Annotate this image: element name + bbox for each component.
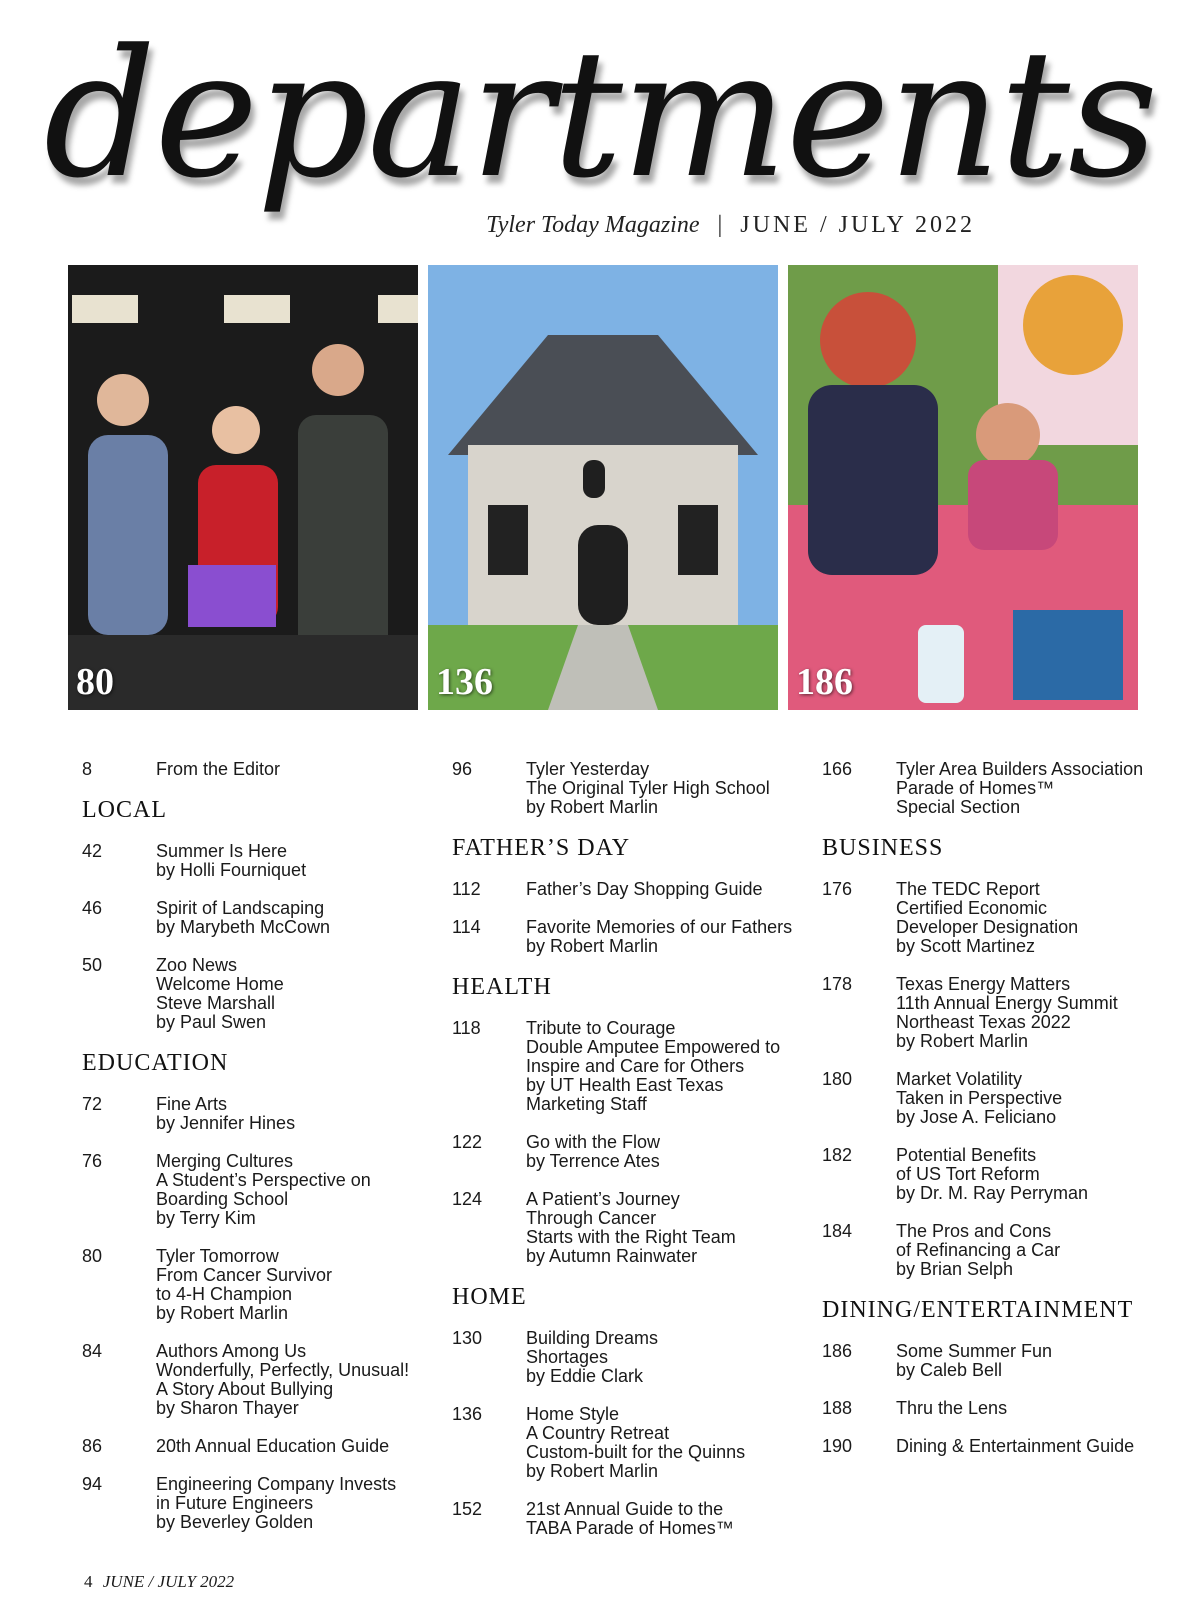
section-heading: BUSINESS: [822, 835, 944, 861]
toc-entry-text: [526, 1133, 812, 1171]
toc-entry-line: by Beverley Golden: [156, 1512, 314, 1532]
toc-page-number: 72: [82, 1094, 103, 1114]
toc-entry-line: in Future Engineers: [156, 1493, 314, 1513]
toc-entry-line: by Terry Kim: [156, 1208, 256, 1228]
toc-entry-text: [156, 1152, 442, 1228]
toc-entry-line: by Scott Martinez: [896, 936, 1036, 956]
toc-entry-line: of Refinancing a Car: [896, 1240, 1061, 1260]
toc-entry-line: Northeast Texas 2022: [896, 1012, 1071, 1032]
toc-entry-title: Dining & Entertainment Guide: [896, 1436, 1135, 1456]
toc-entry-line: A Country Retreat: [526, 1423, 670, 1443]
toc-entry-line: by UT Health East Texas: [526, 1075, 724, 1095]
toc-page-number: 166: [822, 759, 853, 779]
toc-entry-text: [896, 1146, 1182, 1203]
toc-entry-text: [156, 842, 442, 880]
toc-entry-line: by Brian Selph: [896, 1259, 1014, 1279]
toc-entry-text: [896, 1070, 1182, 1127]
toc-page-number: 130: [452, 1328, 483, 1348]
toc-entry[interactable]: [822, 1070, 1182, 1127]
toc-entry-title: Spirit of Landscaping: [156, 898, 325, 918]
subtitle-separator: |: [717, 212, 723, 238]
toc-entry-line: by Jennifer Hines: [156, 1113, 296, 1133]
toc-entry-title: Father’s Day Shopping Guide: [526, 879, 763, 899]
toc-entry-line: by Marybeth McCown: [156, 917, 331, 937]
toc-page-number: 182: [822, 1145, 853, 1165]
toc-entry-title: 21st Annual Guide to the: [526, 1499, 724, 1519]
toc-entry-line: by Paul Swen: [156, 1012, 267, 1032]
toc-entry[interactable]: [452, 1190, 812, 1266]
toc-entry[interactable]: [822, 1342, 1182, 1380]
toc-entry-title: Fine Arts: [156, 1094, 228, 1114]
toc-entry-text: [896, 1399, 1182, 1418]
toc-entry-line: Wonderfully, Perfectly, Unusual!: [156, 1360, 410, 1380]
toc-page-number: 50: [82, 955, 103, 975]
toc-entry[interactable]: [452, 1019, 812, 1114]
toc-entry-line: by Robert Marlin: [526, 797, 659, 817]
toc-entry-text: [156, 1095, 442, 1133]
footer-page-number: 4: [84, 1572, 93, 1591]
toc-page-number: 8: [82, 759, 93, 779]
toc-entry-line: by Eddie Clark: [526, 1366, 644, 1386]
toc-entry-text: [526, 760, 812, 817]
toc-entry-line: Marketing Staff: [526, 1094, 647, 1114]
toc-entry-line: The Original Tyler High School: [526, 778, 770, 798]
toc-entry-title: The Pros and Cons: [896, 1221, 1052, 1241]
toc-entry-title: Potential Benefits: [896, 1145, 1037, 1165]
toc-entry-title: Tyler Tomorrow: [156, 1246, 279, 1266]
toc-entry-text: [896, 1342, 1182, 1380]
toc-page-number: 152: [452, 1499, 483, 1519]
footer-issue: JUNE / JULY 2022: [102, 1572, 235, 1591]
section-heading: LOCAL: [82, 797, 167, 823]
toc-page-number: 178: [822, 974, 853, 994]
photo-page-number: 186: [796, 661, 853, 703]
toc-entry-line: by Autumn Rainwater: [526, 1246, 698, 1266]
toc-entry-line: Shortages: [526, 1347, 609, 1367]
toc-entry-line: Through Cancer: [526, 1208, 657, 1228]
toc-entry-text: [526, 1500, 812, 1538]
toc-entry-text: [526, 1405, 812, 1481]
toc-entry-line: From Cancer Survivor: [156, 1265, 333, 1285]
toc-entry-line: Parade of Homes™: [896, 778, 1055, 798]
toc-entry-title: Tyler Area Builders Association: [896, 759, 1144, 779]
toc-column-1: [82, 760, 442, 1551]
toc-entry-title: Tyler Yesterday: [526, 759, 650, 779]
toc-page-number: 124: [452, 1189, 483, 1209]
toc-entry[interactable]: [82, 956, 442, 1032]
toc-entry-title: Thru the Lens: [896, 1398, 1008, 1418]
toc-entry-line: Boarding School: [156, 1189, 289, 1209]
section-heading: HEALTH: [452, 974, 552, 1000]
toc-entry-title: Texas Energy Matters: [896, 974, 1071, 994]
toc-entry-line: Welcome Home: [156, 974, 284, 994]
toc-page-number: 136: [452, 1404, 483, 1424]
toc-entry-line: Custom-built for the Quinns: [526, 1442, 746, 1462]
page-title: departments: [43, 12, 1157, 217]
toc-entry-line: Certified Economic: [896, 898, 1048, 918]
toc-entry-title: Building Dreams: [526, 1328, 659, 1348]
toc-entry-text: [526, 918, 812, 956]
toc-entry-text: [526, 880, 812, 899]
toc-entry-title: A Patient’s Journey: [526, 1189, 680, 1209]
toc-entry-line: Special Section: [896, 797, 1021, 817]
toc-entry-line: A Student’s Perspective on: [156, 1170, 371, 1190]
toc-entry[interactable]: [822, 1222, 1182, 1279]
toc-page-number: 112: [452, 879, 481, 899]
toc-entry-line: by Holli Fourniquet: [156, 860, 307, 880]
toc-page-number: 76: [82, 1151, 103, 1171]
toc-entry-line: Taken in Perspective: [896, 1088, 1063, 1108]
toc-page-number: 96: [452, 759, 473, 779]
toc-entry[interactable]: [452, 918, 812, 956]
toc-entry[interactable]: [822, 1437, 1182, 1456]
toc-entry-line: by Sharon Thayer: [156, 1398, 299, 1418]
toc-page-number: 184: [822, 1221, 853, 1241]
section-heading: DINING/ENTERTAINMENT: [822, 1297, 1134, 1323]
toc-entry-text: [156, 1475, 442, 1532]
toc-entry-text: [896, 1222, 1182, 1279]
toc-entry-text: [896, 880, 1182, 956]
toc-entry-line: of US Tort Reform: [896, 1164, 1040, 1184]
toc-entry[interactable]: [82, 760, 442, 779]
toc-entry[interactable]: [822, 1146, 1182, 1203]
toc-entry-line: by Robert Marlin: [526, 936, 659, 956]
photo-kids-legos[interactable]: [788, 265, 1138, 710]
toc-entry[interactable]: [82, 1247, 442, 1323]
toc-entry-line: Double Amputee Empowered to: [526, 1037, 781, 1057]
toc-entry-title: From the Editor: [156, 759, 281, 779]
toc-entry-title: Authors Among Us: [156, 1341, 307, 1361]
section-heading: EDUCATION: [82, 1050, 229, 1076]
toc-entry-title: Zoo News: [156, 955, 238, 975]
toc-entry-line: to 4-H Champion: [156, 1284, 293, 1304]
toc-page-number: 176: [822, 879, 853, 899]
photo-house[interactable]: [428, 265, 778, 710]
issue-subtitle: [0, 212, 975, 239]
toc-entry[interactable]: [82, 1342, 442, 1418]
magazine-name: Tyler Today Magazine: [486, 212, 700, 238]
toc-entry-text: [526, 1019, 812, 1114]
toc-entry[interactable]: [82, 842, 442, 880]
toc-entry-text: [156, 956, 442, 1032]
toc-entry[interactable]: [452, 1133, 812, 1171]
toc-entry-line: Steve Marshall: [156, 993, 276, 1013]
toc-column-3: [822, 760, 1182, 1475]
toc-entry[interactable]: [822, 880, 1182, 956]
toc-page-number: 186: [822, 1341, 853, 1361]
toc-entry[interactable]: [452, 1329, 812, 1386]
page-footer: [84, 1572, 234, 1592]
toc-page-number: 42: [82, 841, 103, 861]
toc-entry-line: by Robert Marlin: [896, 1031, 1029, 1051]
house-photo-illustration: [428, 265, 778, 710]
toc-entry-line: TABA Parade of Homes™: [526, 1518, 734, 1538]
toc-entry-line: by Caleb Bell: [896, 1360, 1003, 1380]
toc-entry-text: [156, 760, 442, 779]
kids-photo-illustration: [788, 265, 1138, 710]
toc-entry-title: Engineering Company Invests: [156, 1474, 397, 1494]
photo-page-number: 80: [76, 661, 114, 703]
toc-entry-text: [896, 1437, 1182, 1456]
toc-entry-line: by Robert Marlin: [156, 1303, 289, 1323]
toc-entry-title: Favorite Memories of our Fathers: [526, 917, 793, 937]
issue-date: JUNE / JULY 2022: [740, 212, 975, 238]
toc-entry-text: [156, 899, 442, 937]
photo-page-number: 136: [436, 661, 493, 703]
toc-page-number: 86: [82, 1436, 103, 1456]
toc-entry[interactable]: [82, 1437, 442, 1456]
toc-page-number: 180: [822, 1069, 853, 1089]
toc-entry-line: Inspire and Care for Others: [526, 1056, 745, 1076]
toc-entry[interactable]: [452, 1500, 812, 1538]
toc-entry-text: [156, 1437, 442, 1456]
toc-page-number: 190: [822, 1436, 853, 1456]
toc-entry-text: [526, 1329, 812, 1386]
toc-entry-text: [156, 1342, 442, 1418]
photo-rodeo-award[interactable]: [68, 265, 418, 710]
toc-page-number: 84: [82, 1341, 103, 1361]
toc-page-number: 94: [82, 1474, 103, 1494]
toc-entry[interactable]: [82, 1475, 442, 1532]
toc-entry[interactable]: [822, 975, 1182, 1051]
toc-page-number: 118: [452, 1018, 481, 1038]
toc-page-number: 188: [822, 1398, 853, 1418]
toc-entry[interactable]: [452, 880, 812, 899]
toc-column-2: [452, 760, 812, 1557]
section-heading: FATHER’S DAY: [452, 835, 631, 861]
section-heading: HOME: [452, 1284, 527, 1310]
toc-entry-line: Starts with the Right Team: [526, 1227, 736, 1247]
toc-page-number: 80: [82, 1246, 103, 1266]
rodeo-photo-illustration: [68, 265, 418, 710]
toc-entry-line: A Story About Bullying: [156, 1379, 334, 1399]
toc-page-number: 122: [452, 1132, 483, 1152]
toc-entry-title: Go with the Flow: [526, 1132, 661, 1152]
toc-entry-title: The TEDC Report: [896, 879, 1040, 899]
toc-entry-line: Developer Designation: [896, 917, 1079, 937]
toc-entry-title: 20th Annual Education Guide: [156, 1436, 390, 1456]
toc-entry-title: Summer Is Here: [156, 841, 288, 861]
toc-entry[interactable]: [82, 899, 442, 937]
toc-entry[interactable]: [452, 1405, 812, 1481]
toc-entry-title: Tribute to Courage: [526, 1018, 676, 1038]
toc-entry-title: Market Volatility: [896, 1069, 1023, 1089]
toc-entry-text: [526, 1190, 812, 1266]
toc-entry-line: by Jose A. Feliciano: [896, 1107, 1057, 1127]
toc-entry-text: [896, 760, 1182, 817]
toc-entry[interactable]: [822, 760, 1182, 817]
toc-entry-text: [156, 1247, 442, 1323]
toc-page-number: 114: [452, 917, 481, 937]
toc-entry[interactable]: [452, 760, 812, 817]
toc-entry-text: [896, 975, 1182, 1051]
toc-entry[interactable]: [822, 1399, 1182, 1418]
toc-entry[interactable]: [82, 1152, 442, 1228]
toc-entry-title: Home Style: [526, 1404, 620, 1424]
toc-page-number: 46: [82, 898, 103, 918]
toc-entry-title: Some Summer Fun: [896, 1341, 1053, 1361]
toc-entry-line: by Robert Marlin: [526, 1461, 659, 1481]
toc-entry-line: 11th Annual Energy Summit: [896, 993, 1118, 1013]
toc-entry-line: by Dr. M. Ray Perryman: [896, 1183, 1089, 1203]
toc-entry-line: by Terrence Ates: [526, 1151, 660, 1171]
toc-entry-title: Merging Cultures: [156, 1151, 294, 1171]
toc-entry[interactable]: [82, 1095, 442, 1133]
